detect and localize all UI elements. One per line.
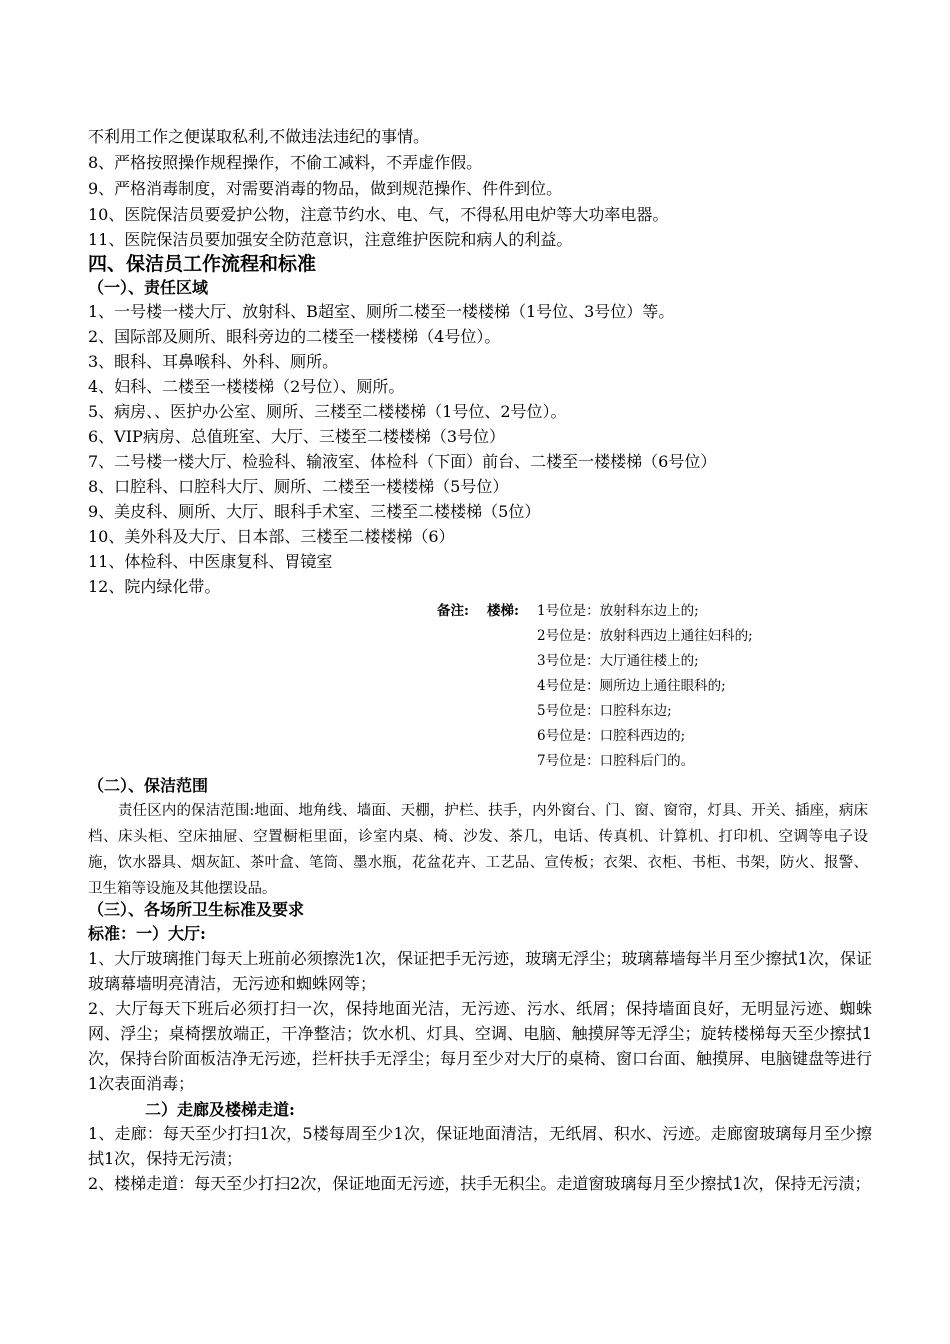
hall-paragraphs: [88, 946, 872, 1096]
area-item: 6、VIP病房、总值班室、大厅、三楼至二楼楼梯（3号位）: [88, 427, 506, 446]
rule-8: 8、严格按照操作规程操作，不偷工减料，不弄虚作假。: [88, 153, 483, 172]
rule-11: 11、医院保洁员要加强安全防范意识，注意维护医院和病人的利益。: [88, 230, 573, 249]
area-item: 8、口腔科、口腔科大厅、厕所、二楼至一楼楼梯（5号位）: [88, 477, 509, 496]
rule-10: 10、医院保洁员要爱护公物，注意节约水、电、气，不得私用电炉等大功率电器。: [88, 205, 669, 224]
note-item: 5号位是：口腔科东边;: [537, 703, 672, 719]
scope-text: 责任区内的保洁范围:地面、地角线、墙面、天棚，护栏、扶手，内外窗台、门、窗、窗帘，灯具、开关、插座，病床档、床头柜、空床抽屉、空置橱柜里面，诊室内桌、椅、沙发、茶几，电话、传真机、计算机、打印机、空调等电子设施，饮水器具、烟灰缸、茶叶盒、笔筒、墨水瓶，花盆花卉、工艺品、宣传板；衣架、衣柜、书柜、书架，防火、报警、卫生箱等设施及其他摆设品。: [88, 803, 868, 897]
note-item: 6号位是：口腔科西边的;: [537, 728, 686, 744]
sub2-title: （二）、保洁范围: [88, 776, 209, 795]
intro-tail: 不利用工作之便谋取私利,不做违法违纪的事情。: [88, 127, 430, 146]
note-label: 备注:: [437, 603, 469, 619]
area-item: 1、一号楼一楼大厅、放射科、B超室、厕所二楼至一楼楼梯（1号位、3号位）等。: [88, 302, 675, 321]
note-item: 3号位是：大厅通往楼上的;: [537, 653, 699, 669]
corridor-item: 1、走廊：每天至少打扫1次，5楼每周至少1次，保证地面清洁，无纸屑、积水、污迹。走廊窗玻璃每月至少擦拭1次，保持无污渍；: [88, 1124, 872, 1168]
scope-paragraph: [88, 798, 868, 902]
sub1-title: （一）、责任区域: [88, 278, 209, 297]
area-item: 4、妇科、二楼至一楼楼梯（2号位）、厕所。: [88, 377, 405, 396]
corridor-item: 2、楼梯走道：每天至少打扫2次，保证地面无污迹，扶手无积尘。走道窗玻璃每月至少擦拭1次，保持无污渍；: [88, 1174, 871, 1193]
note-item: 1号位是：放射科东边上的;: [537, 603, 699, 619]
area-item: 9、美皮科、厕所、大厅、眼科手术室、三楼至二楼楼梯（5位）: [88, 502, 541, 521]
area-item: 10、美外科及大厅、日本部、三楼至二楼楼梯（6）: [88, 527, 455, 546]
rule-9: 9、严格消毒制度，对需要消毒的物品，做到规范操作、件件到位。: [88, 179, 563, 198]
note-item: 2号位是：放射科西边上通往妇科的;: [537, 628, 753, 644]
standard-title: 标准：一）大厅:: [88, 924, 206, 943]
note-item: 7号位是：口腔科后门的。: [537, 753, 695, 769]
corridor-title: 二）走廊及楼梯走道:: [145, 1100, 295, 1119]
section4-title: 四、保洁员工作流程和标准: [88, 253, 317, 275]
area-item: 5、病房、、医护办公室、厕所、三楼至二楼楼梯（1号位、2号位）。: [88, 402, 567, 421]
area-item: 11、体检科、中医康复科、胃镜室: [88, 552, 333, 571]
area-item: 12、院内绿化带。: [88, 577, 221, 596]
hall-item: 1、大厅玻璃推门每天上班前必须擦洗1次，保证把手无污迹，玻璃无浮尘；玻璃幕墙每半月至少擦拭1次，保证玻璃幕墙明亮清洁，无污迹和蜘蛛网等；: [88, 949, 872, 993]
area-item: 7、二号楼一楼大厅、检验科、输液室、体检科（下面）前台、二楼至一楼楼梯（6号位）: [88, 452, 717, 471]
corridor-paragraphs: [88, 1121, 872, 1196]
area-item: 3、眼科、耳鼻喉科、外科、厕所。: [88, 352, 339, 371]
note-item: 4号位是：厕所边上通往眼科的;: [537, 678, 726, 694]
area-item: 2、国际部及厕所、眼科旁边的二楼至一楼楼梯（4号位）。: [88, 327, 501, 346]
note-sublabel: 楼梯:: [487, 603, 519, 619]
sub3-title: （三）、各场所卫生标准及要求: [88, 900, 305, 919]
hall-item: 2、大厅每天下班后必须打扫一次，保持地面光洁，无污迹、污水、纸屑；保持墙面良好，无明显污迹、蜘蛛网、浮尘；桌椅摆放端正，干净整洁；饮水机、灯具、空调、电脑、触摸屏等无浮尘；旋转楼梯每天至少擦拭1次，保持台阶面板洁净无污迹，拦杆扶手无浮尘；每月至少对大厅的桌椅、窗口台面、触摸屏、电脑键盘等进行1次表面消毒；: [88, 999, 873, 1093]
